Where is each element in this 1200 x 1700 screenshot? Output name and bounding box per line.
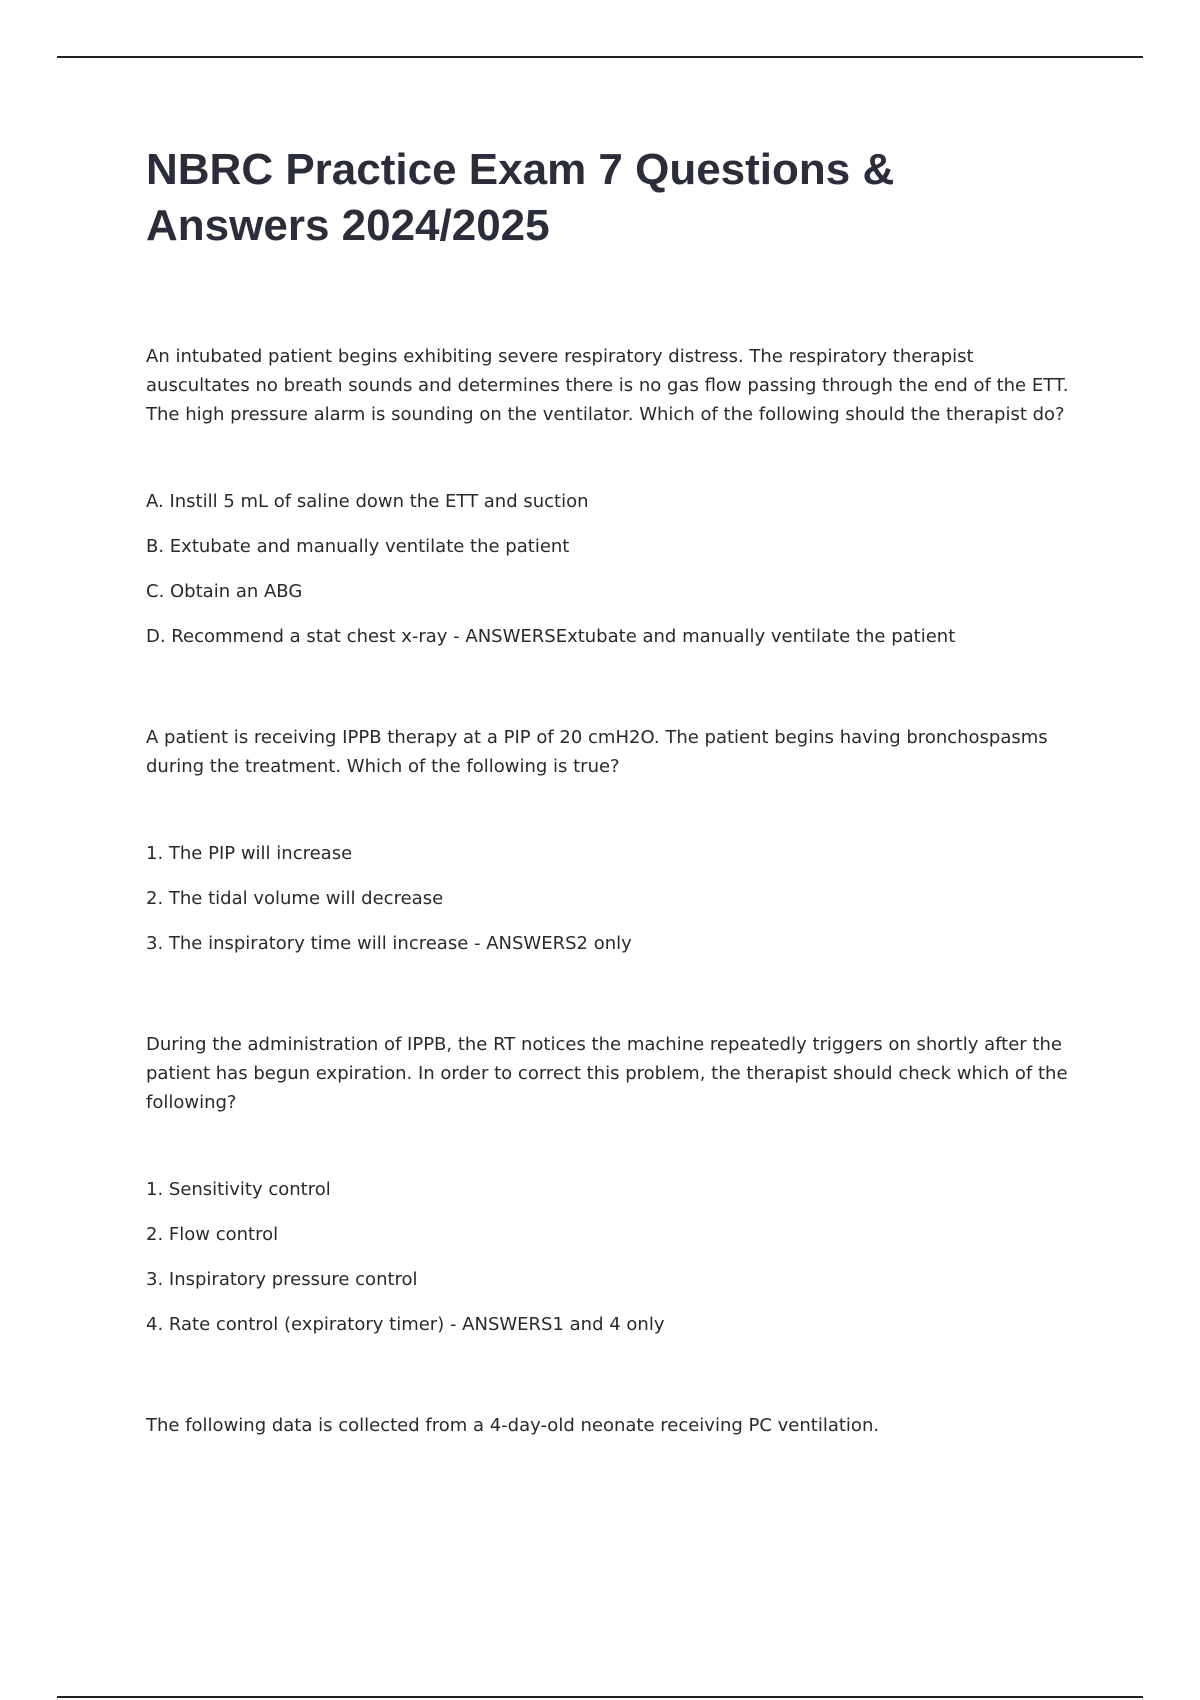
option-item: C. Obtain an ABG bbox=[146, 581, 303, 602]
option-item: 2. The tidal volume will decrease bbox=[146, 888, 444, 909]
option-item: 1. Sensitivity control bbox=[146, 1179, 331, 1200]
option-item: 4. Rate control (expiratory timer) - ANSWERS1 and 4 only bbox=[146, 1314, 665, 1335]
option-item: A. Instill 5 mL of saline down the ETT and suction bbox=[146, 491, 589, 512]
document-title: NBRC Practice Exam 7 Questions & Answers 2024/2025 bbox=[146, 145, 895, 250]
question-3-options bbox=[146, 1175, 1076, 1339]
option-item: B. Extubate and manually ventilate the patient bbox=[146, 536, 570, 557]
option-item: 3. Inspiratory pressure control bbox=[146, 1269, 418, 1290]
top-rule bbox=[57, 56, 1143, 58]
option-item: 3. The inspiratory time will increase - ANSWERS2 only bbox=[146, 933, 632, 954]
option-item: 2. Flow control bbox=[146, 1224, 279, 1245]
question-3: During the administration of IPPB, the RT notices the machine repeatedly triggers on shortly after the patient has begun expiration. In order to correct this problem, the therapist should check which of the following? bbox=[146, 1034, 1068, 1113]
bottom-rule bbox=[57, 1696, 1143, 1698]
document-body bbox=[146, 142, 1076, 1440]
option-item: 1. The PIP will increase bbox=[146, 843, 353, 864]
question-4: The following data is collected from a 4-day-old neonate receiving PC ventilation. bbox=[146, 1415, 880, 1436]
question-1: An intubated patient begins exhibiting severe respiratory distress. The respiratory therapist auscultates no breath sounds and determines there is no gas flow passing through the end of the ETT. The high pressure alarm is sounding on the ventilator. Which of the following should the therapist do? bbox=[146, 346, 1069, 425]
question-1-options bbox=[146, 487, 1076, 651]
option-item: D. Recommend a stat chest x-ray - ANSWERSExtubate and manually ventilate the patient bbox=[146, 626, 956, 647]
question-2: A patient is receiving IPPB therapy at a PIP of 20 cmH2O. The patient begins having bronchospasms during the treatment. Which of the following is true? bbox=[146, 727, 1048, 777]
question-2-options bbox=[146, 839, 1076, 958]
